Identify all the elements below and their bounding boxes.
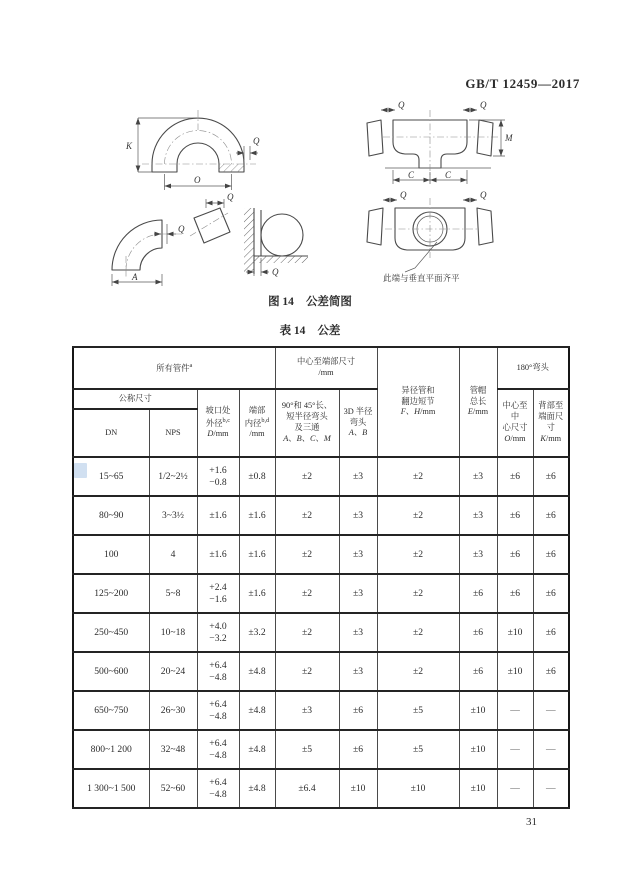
cell-id-end: ±0.8 <box>239 457 275 496</box>
header-nps: NPS <box>149 409 197 457</box>
note-leader-line <box>405 242 437 272</box>
figure-note: 此端与垂直平面齐平 <box>383 273 460 283</box>
cell-center-center: ±6 <box>497 574 533 613</box>
figure-left-elbows <box>98 106 316 288</box>
cell-od-bevel: +6.4 −4.8 <box>197 730 239 769</box>
cell-center-center: — <box>497 691 533 730</box>
cell-cap-length: ±10 <box>459 730 497 769</box>
table-row <box>73 769 569 808</box>
dim-label-Q: Q <box>400 190 407 200</box>
header-cap-length: 管帽 总长 E/mm <box>459 347 497 457</box>
cell-elbow-90-45: ±5 <box>275 730 339 769</box>
cell-id-end: ±1.6 <box>239 574 275 613</box>
header-center-center: 中心至中 心尺寸 O/mm <box>497 389 533 457</box>
table-caption-label: 表 14 <box>279 325 306 337</box>
cell-od-bevel: +6.4 −4.8 <box>197 652 239 691</box>
cell-cap-length: ±6 <box>459 652 497 691</box>
cell-elbow-90-45: ±2 <box>275 652 339 691</box>
cell-id-end: ±1.6 <box>239 496 275 535</box>
cell-od-bevel: +1.6 −0.8 <box>197 457 239 496</box>
wall-hatch <box>244 208 254 274</box>
cell-elbow-90-45: ±2 <box>275 496 339 535</box>
cell-reducer-stub: ±2 <box>377 652 459 691</box>
cell-dn: 1 300~1 500 <box>73 769 149 808</box>
header-id-end: 端部 内径$^{b,d}$ /mm <box>239 389 275 457</box>
cell-id-end: ±4.8 <box>239 691 275 730</box>
cell-elbow-3d: ±6 <box>339 730 377 769</box>
cell-back-face: — <box>533 769 569 808</box>
cell-elbow-3d: ±3 <box>339 535 377 574</box>
cell-cap-length: ±3 <box>459 496 497 535</box>
cell-id-end: ±4.8 <box>239 652 275 691</box>
dim-label-Q: Q <box>253 136 260 146</box>
cell-center-center: — <box>497 730 533 769</box>
cell-od-bevel: +6.4 −4.8 <box>197 691 239 730</box>
cell-dn: 500~600 <box>73 652 149 691</box>
cell-reducer-stub: ±2 <box>377 457 459 496</box>
cell-nps: 5~8 <box>149 574 197 613</box>
cell-elbow-90-45: ±2 <box>275 535 339 574</box>
cell-elbow-3d: ±3 <box>339 457 377 496</box>
cell-id-end: ±4.8 <box>239 730 275 769</box>
stub-side-left <box>367 208 383 245</box>
cell-nps: 52~60 <box>149 769 197 808</box>
dim-label-Q: Q <box>227 192 234 202</box>
cell-reducer-stub: ±2 <box>377 613 459 652</box>
cell-reducer-stub: ±10 <box>377 769 459 808</box>
cell-back-face: ±6 <box>533 613 569 652</box>
cell-dn: 15~65 <box>73 457 149 496</box>
dim-label-C: C <box>445 170 452 180</box>
cell-back-face: — <box>533 730 569 769</box>
cell-nps: 1/2~2½ <box>149 457 197 496</box>
cell-id-end: ±3.2 <box>239 613 275 652</box>
cell-nps: 3~3½ <box>149 496 197 535</box>
dim-label-K: K <box>126 141 133 151</box>
cell-back-face: ±6 <box>533 457 569 496</box>
cell-elbow-3d: ±3 <box>339 574 377 613</box>
cell-dn: 80~90 <box>73 496 149 535</box>
cell-cap-length: ±3 <box>459 457 497 496</box>
cell-id-end: ±1.6 <box>239 535 275 574</box>
figure-right-tees <box>355 96 523 286</box>
cell-reducer-stub: ±2 <box>377 574 459 613</box>
figure-caption-label: 图 14 <box>268 296 294 308</box>
cell-cap-length: ±10 <box>459 691 497 730</box>
shelf-hatch <box>254 256 308 263</box>
centerline <box>190 213 228 236</box>
page-number: 31 <box>526 816 537 828</box>
cell-elbow-3d: ±6 <box>339 691 377 730</box>
cell-dn: 800~1 200 <box>73 730 149 769</box>
dim-label-Q: Q <box>398 100 405 110</box>
table-row <box>73 691 569 730</box>
cell-reducer-stub: ±2 <box>377 535 459 574</box>
cell-elbow-90-45: ±2 <box>275 613 339 652</box>
cell-back-face: ±6 <box>533 652 569 691</box>
dim-label-Q: Q <box>178 224 185 234</box>
dim-label-Q: Q <box>480 100 487 110</box>
header-elbow-90-45: 90°和 45°长、 短半径弯头 及三通 A、B、C、M <box>275 389 339 457</box>
cell-dn: 250~450 <box>73 613 149 652</box>
figure-caption-title: 公差简图 <box>305 296 352 308</box>
header-dn: DN <box>73 409 149 457</box>
cell-nps: 26~30 <box>149 691 197 730</box>
cell-dn: 650~750 <box>73 691 149 730</box>
header-od-bevel: 坡口处 外径$^{b,c}$ D/mm <box>197 389 239 457</box>
cell-center-center: ±6 <box>497 457 533 496</box>
cell-center-center: — <box>497 769 533 808</box>
cell-elbow-90-45: ±2 <box>275 457 339 496</box>
table-row <box>73 613 569 652</box>
cell-elbow-90-45: ±2 <box>275 574 339 613</box>
cell-reducer-stub: ±5 <box>377 691 459 730</box>
table-caption <box>0 322 620 338</box>
cell-center-center: ±6 <box>497 535 533 574</box>
cell-cap-length: ±6 <box>459 574 497 613</box>
cell-dn: 100 <box>73 535 149 574</box>
cap-outline <box>261 214 303 256</box>
header-back-face: 背部至 端面尺寸 K/mm <box>533 389 569 457</box>
header-center-to-end: 中心至端部尺寸 /mm <box>275 347 377 389</box>
table-caption-title: 公差 <box>317 325 341 337</box>
scan-artifact <box>74 463 87 478</box>
cell-back-face: ±6 <box>533 535 569 574</box>
cell-center-center: ±10 <box>497 652 533 691</box>
cell-od-bevel: +2.4 −1.6 <box>197 574 239 613</box>
dim-label-Q: Q <box>272 267 279 277</box>
dim-label-Q: Q <box>480 190 487 200</box>
cell-back-face: ±6 <box>533 574 569 613</box>
cell-od-bevel: ±1.6 <box>197 496 239 535</box>
header-180-bend: 180°弯头 <box>497 347 569 389</box>
cell-elbow-3d: ±10 <box>339 769 377 808</box>
cell-elbow-3d: ±3 <box>339 613 377 652</box>
cell-elbow-3d: ±3 <box>339 652 377 691</box>
cell-elbow-90-45: ±6.4 <box>275 769 339 808</box>
dim-label-O: O <box>194 175 201 185</box>
table-row <box>73 457 569 496</box>
cell-cap-length: ±6 <box>459 613 497 652</box>
table-header <box>73 347 569 457</box>
cell-id-end: ±4.8 <box>239 769 275 808</box>
dim-label-C: C <box>408 170 415 180</box>
cell-od-bevel: +4.0 −3.2 <box>197 613 239 652</box>
stub-side-right <box>477 208 493 245</box>
cell-elbow-90-45: ±3 <box>275 691 339 730</box>
table-row <box>73 574 569 613</box>
cell-dn: 125~200 <box>73 574 149 613</box>
return-bend-inner-arc <box>177 143 219 164</box>
tee-side-right <box>477 120 493 156</box>
header-all-fittings: 所有管件$^a$ <box>73 347 275 389</box>
elbow-90-outline <box>112 220 162 270</box>
cell-nps: 10~18 <box>149 613 197 652</box>
cell-elbow-3d: ±3 <box>339 496 377 535</box>
figure-caption <box>0 293 620 309</box>
cell-back-face: — <box>533 691 569 730</box>
dim-label-A: A <box>132 272 138 282</box>
cell-od-bevel: ±1.6 <box>197 535 239 574</box>
standard-number: GB/T 12459—2017 <box>465 76 580 91</box>
cell-reducer-stub: ±2 <box>377 496 459 535</box>
cell-reducer-stub: ±5 <box>377 730 459 769</box>
cell-center-center: ±6 <box>497 496 533 535</box>
cell-nps: 32~48 <box>149 730 197 769</box>
cell-back-face: ±6 <box>533 496 569 535</box>
table-row <box>73 652 569 691</box>
cell-cap-length: ±10 <box>459 769 497 808</box>
header-elbow-3d: 3D 半径 弯头 A、B <box>339 389 377 457</box>
centerline <box>165 131 232 164</box>
header-nominal-size: 公称尺寸 <box>73 389 197 409</box>
cell-nps: 20~24 <box>149 652 197 691</box>
dim-label-M: M <box>505 133 513 143</box>
cell-center-center: ±10 <box>497 613 533 652</box>
table-row <box>73 496 569 535</box>
table-row <box>73 730 569 769</box>
tee-side-left <box>367 120 383 156</box>
elbow-45-outline <box>194 208 230 243</box>
end-hatch <box>219 164 244 172</box>
tolerance-table <box>72 346 570 809</box>
cell-nps: 4 <box>149 535 197 574</box>
cell-od-bevel: +6.4 −4.8 <box>197 769 239 808</box>
table-row <box>73 535 569 574</box>
table-body <box>73 457 569 808</box>
header-reducer-stub: 异径管和 翻边短节 F、H/mm <box>377 347 459 457</box>
cell-cap-length: ±3 <box>459 535 497 574</box>
